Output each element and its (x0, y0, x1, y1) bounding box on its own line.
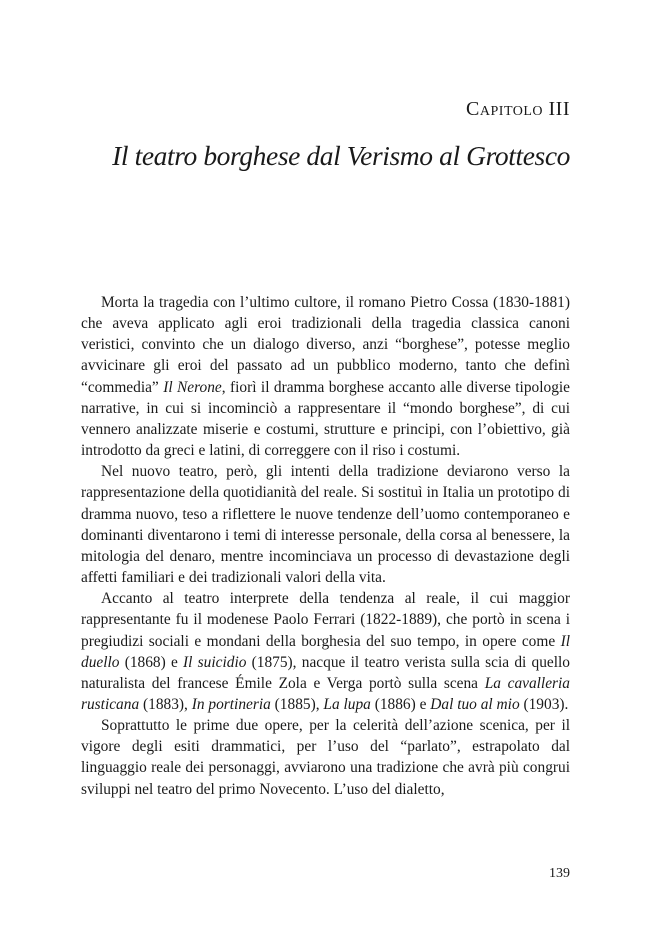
paragraph (81, 588, 570, 715)
body-text (81, 292, 570, 800)
work-title: Il suicidio (183, 653, 247, 671)
text-run: (1868) e (119, 653, 184, 671)
text-run: Morta la tragedia con l’ultimo cultore, il romano Pietro Cossa (1830-1881) che aveva applicato agli eroi tradizionali della tragedia classica canoni veristici, convinto che un dialogo diverso, anzi “borghese”, potesse meglio avvicinare gli eroi del passato ad un pubblico moderno, tanto che definì “commedia” (81, 294, 570, 396)
text-run: (1903). (519, 695, 569, 713)
text-run: Nel nuovo teatro, però, gli intenti della tradizione deviarono verso la rappresentazione della quotidianità del reale. Si sostituì in Italia un prototipo di dramma nuovo, teso a riflettere le nuove tendenze dell’uomo contemporaneo e dominanti diventarono i temi di interesse personale, della corsa al benessere, la mitologia del denaro, mentre incominciava un processo di devastazione degli affetti familiari e dei tradizionali valori della vita. (81, 463, 570, 587)
text-run: , fiorì il dramma borghese accanto alle diverse tipologie narrative, in cui si incominciò a rappresentare il “mondo borghese”, di cui vennero analizzate miserie e costumi, strutture e principi, con l’obiettivo, già introdotto da greci e latini, di correggere con il riso i costumi. (81, 378, 570, 460)
text-run: (1886) e (370, 695, 431, 713)
text-run: (1885), (270, 695, 324, 713)
text-run: (1883), (139, 695, 192, 713)
work-title: La cavalleria rusticana (81, 674, 571, 713)
work-title: Dal tuo al mio (430, 695, 520, 713)
chapter-label: Capitolo III (466, 98, 570, 120)
chapter-title: Il teatro borghese dal Verismo al Grottesco (112, 140, 570, 171)
work-title: In portineria (191, 695, 271, 713)
text-run: (1875), nacque il teatro verista sulla scia di quello naturalista del francese Émile Zola e Verga portò sulla scena (81, 653, 571, 692)
paragraph (81, 715, 570, 800)
page-number: 139 (549, 866, 570, 881)
work-title: La lupa (323, 695, 371, 713)
work-title: Il Nerone (163, 378, 222, 396)
text-run: Soprattutto le prime due opere, per la celerità dell’azione scenica, per il vigore degli esiti drammatici, per l’uso del “parlato”, estrapolato dal linguaggio reale dei personaggi, avviarono una tradizione che avrà più congrui sviluppi nel teatro del primo Novecento. L’uso del dialetto, (81, 717, 570, 798)
work-title: Il duello (81, 632, 570, 671)
paragraph (81, 461, 570, 588)
paragraph (81, 292, 570, 461)
text-run: Accanto al teatro interprete della tendenza al reale, il cui maggior rappresentante fu il modenese Paolo Ferrari (1822-1889), che portò in scena i pregiudizi sociali e mondani della borghesia del suo tempo, in opere come (81, 590, 570, 650)
